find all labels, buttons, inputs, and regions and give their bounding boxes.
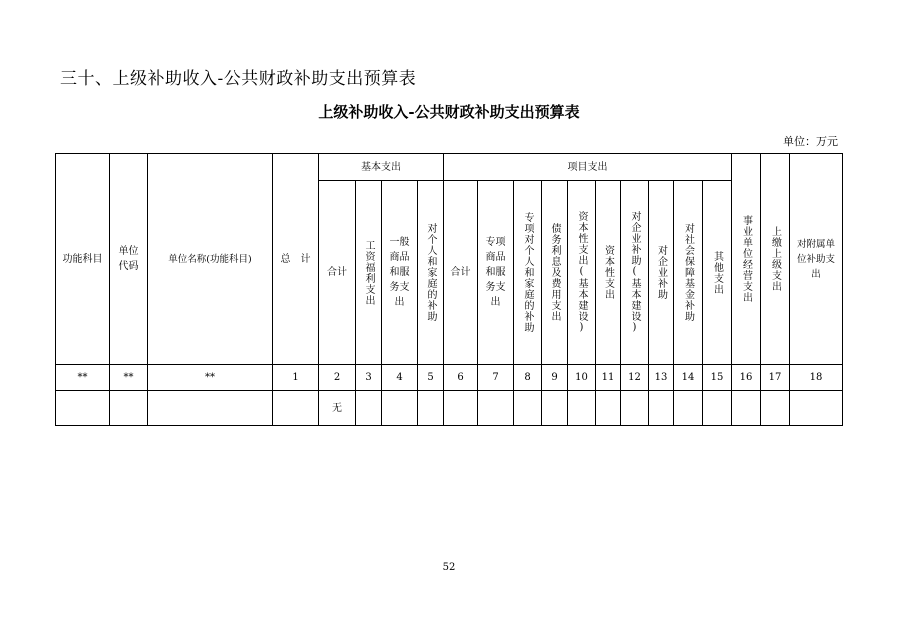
data-cell [568, 391, 595, 425]
index-cell: 4 [396, 372, 403, 383]
data-cell: 无 [332, 402, 342, 414]
header-basic-total: 合计 [327, 267, 347, 278]
header-proj-goods: 专项 商品 和服 务支 出 [485, 237, 506, 308]
index-cell: 10 [575, 372, 588, 383]
index-cell: 9 [551, 372, 558, 383]
header-unit-name: 单位名称(功能科目) [168, 253, 252, 265]
data-cell [148, 391, 272, 425]
data-cell [596, 391, 620, 425]
index-cell: 12 [628, 372, 641, 383]
header-total: 总 计 [280, 253, 311, 265]
index-cell: 15 [710, 372, 724, 383]
data-cell [790, 391, 842, 425]
data-cell [418, 391, 443, 425]
header-proj-ent-build: 对企业补助(基本建设) [629, 211, 640, 334]
index-cell: ** [123, 372, 134, 383]
index-cell: 18 [809, 372, 823, 383]
data-cell [356, 391, 381, 425]
index-cell: 7 [492, 372, 499, 383]
index-cell: 3 [365, 372, 372, 383]
data-cell [621, 391, 648, 425]
header-func-subject: 功能科目 [62, 253, 103, 265]
index-cell: 1 [292, 372, 299, 383]
index-cell: 14 [681, 372, 695, 383]
data-cell [444, 391, 477, 425]
data-cell [514, 391, 541, 425]
header-proj-other: 其他支出 [711, 250, 723, 295]
data-cell [674, 391, 702, 425]
table-title: 上级补助收入-公共财政补助支出预算表 [318, 103, 580, 121]
header-proj-individual: 专项对个人和家庭的补助 [522, 212, 533, 333]
index-cell: 11 [601, 372, 615, 383]
header-sub-unit: 对附属单 位补助支 出 [796, 238, 835, 280]
index-cell: 16 [739, 372, 753, 383]
index-cell: 17 [768, 372, 782, 383]
header-basic-individual: 对个人和家庭的补助 [425, 223, 436, 322]
header-basic-salary: 工资福利支出 [363, 239, 374, 306]
data-cell [273, 391, 318, 425]
data-cell [382, 391, 417, 425]
index-cell: 8 [524, 372, 531, 383]
data-cell [761, 391, 789, 425]
data-cell [56, 391, 109, 425]
index-cell: ** [205, 372, 215, 383]
data-cell [110, 391, 147, 425]
data-cell [649, 391, 673, 425]
section-heading: 三十、上级补助收入-公共财政补助支出预算表 [60, 69, 417, 89]
header-proj-debt: 债务利息及费用支出 [549, 223, 560, 322]
header-group-project: 项目支出 [567, 161, 608, 173]
data-cell [478, 391, 513, 425]
header-proj-ent: 对企业补助 [655, 245, 667, 300]
header-proj-capital: 资本性支出 [602, 245, 614, 300]
header-upper-pay: 上缴上级支出 [769, 226, 781, 292]
header-group-basic: 基本支出 [361, 161, 401, 173]
header-proj-total: 合计 [450, 267, 471, 278]
index-cell: ** [77, 372, 88, 383]
header-biz-unit: 事业单位经营支出 [740, 215, 752, 303]
header-unit-code: 单位 代码 [118, 246, 139, 272]
index-cell: 13 [654, 372, 668, 383]
data-cell [703, 391, 731, 425]
index-cell: 5 [427, 372, 434, 383]
header-basic-goods: 一般 商品 和服 务支 出 [389, 237, 410, 308]
page-number: 52 [442, 562, 456, 573]
index-cell: 2 [333, 372, 341, 383]
header-proj-capital-build: 资本性支出(基本建设) [576, 211, 587, 334]
data-cell [732, 391, 760, 425]
data-cell [542, 391, 567, 425]
header-proj-social: 对社会保障基金补助 [682, 223, 694, 322]
index-cell: 6 [457, 372, 464, 383]
unit-label: 单位：万元 [783, 135, 838, 148]
